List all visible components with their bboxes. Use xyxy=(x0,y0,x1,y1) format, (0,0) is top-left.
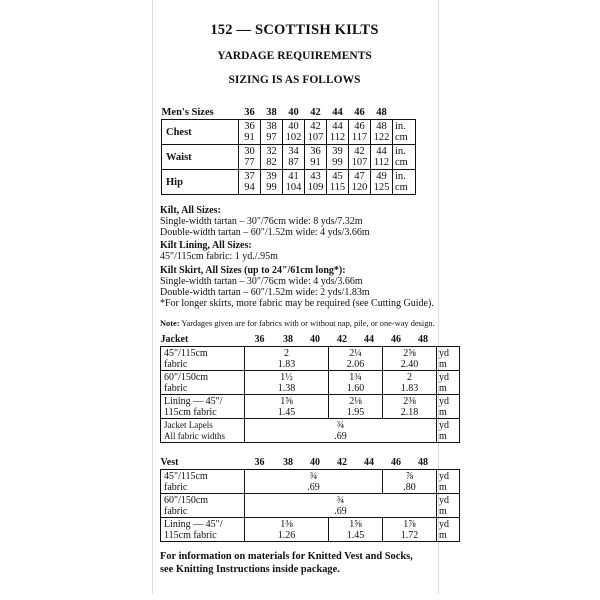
size-header: 46 xyxy=(391,457,401,468)
size-header: 44 xyxy=(332,106,343,118)
cell-in: 41 xyxy=(288,171,299,182)
size-header: 40 xyxy=(288,106,299,118)
jacket-table xyxy=(160,333,460,443)
kilt-lining-section xyxy=(160,240,278,262)
footer-note xyxy=(160,550,413,576)
unit-in: in. xyxy=(395,146,406,157)
size-header: 46 xyxy=(354,106,365,118)
unit-yd: yd xyxy=(439,419,449,431)
cell-m: 1.72 xyxy=(400,529,419,541)
cell-yd: 1⅝ xyxy=(349,518,362,530)
row-label: 60"/150cm xyxy=(164,494,209,506)
size-header: 36 xyxy=(254,334,265,345)
row-label: fabric xyxy=(164,481,188,493)
vest-header-row xyxy=(161,456,460,470)
cell-m: 1.38 xyxy=(277,382,296,394)
row-label: Waist xyxy=(162,145,239,170)
row-label: fabric xyxy=(164,505,188,517)
cell-yd: 2¼ xyxy=(349,347,362,359)
cell-cm: 117 xyxy=(351,132,368,143)
kilt-skirt-line: Single-width tartan – 30"/76cm wide: 4 yds/3.66m xyxy=(160,276,363,287)
cell-yd: 1½ xyxy=(280,371,293,383)
cell-cm: 107 xyxy=(351,157,368,168)
cell-yd: 1⅞ xyxy=(403,518,416,530)
unit-yd: yd xyxy=(439,395,449,407)
cell-in: 36 xyxy=(244,121,255,132)
row-label: fabric xyxy=(164,382,188,394)
cell-in: 39 xyxy=(332,146,343,157)
cell-in: 44 xyxy=(376,146,387,157)
cell-in: 34 xyxy=(288,146,299,157)
cell-yd: 2⅜ xyxy=(403,395,416,407)
size-header: 48 xyxy=(376,106,387,118)
size-header: 44 xyxy=(364,334,374,345)
row-label: Hip xyxy=(162,170,239,195)
section-title-yardage: YARDAGE REQUIREMENTS xyxy=(217,50,372,62)
kilt-lining-heading: Kilt Lining, All Sizes: xyxy=(160,240,252,251)
cell-yd: ¾ xyxy=(336,494,345,506)
cell-m: .69 xyxy=(334,430,347,442)
unit-in: in. xyxy=(395,171,406,182)
cell-yd: ¾ xyxy=(336,419,345,431)
unit-cm: cm xyxy=(395,157,408,168)
kilt-line: Double-width tartan – 60"/1.52m wide: 4 yds/3.66m xyxy=(160,227,370,238)
cell-in: 40 xyxy=(288,121,299,132)
mens-sizes-table xyxy=(161,105,416,195)
cell-m: .80 xyxy=(403,481,416,493)
row-label: fabric xyxy=(164,358,188,370)
cell-in: 32 xyxy=(266,146,277,157)
mens-sizes-header-row xyxy=(162,105,416,120)
cell-cm: 99 xyxy=(266,182,277,193)
row-label: 115cm fabric xyxy=(164,406,217,418)
cell-cm: 120 xyxy=(351,182,368,193)
cell-cm: 94 xyxy=(244,182,255,193)
table-row xyxy=(161,347,460,371)
row-label: 60"/150cm xyxy=(164,371,209,383)
cell-cm: 115 xyxy=(329,182,346,193)
size-header: 36 xyxy=(254,457,265,468)
unit-cm: cm xyxy=(395,132,408,143)
note-text: Yardages given are for fabrics with or without nap, pile, or one-way design. xyxy=(179,319,435,328)
row-label: Chest xyxy=(162,120,239,145)
cell-in: 42 xyxy=(354,146,365,157)
cell-m: 1.60 xyxy=(346,382,365,394)
yardage-note xyxy=(160,318,435,329)
mens-sizes-header: Men's Sizes xyxy=(161,106,214,118)
row-label: 115cm fabric xyxy=(164,529,217,541)
unit-cm: cm xyxy=(395,182,408,193)
cell-yd: ¾ xyxy=(309,470,318,482)
cell-m: .69 xyxy=(307,481,320,493)
footer-line: For information on materials for Knitted Vest and Socks, xyxy=(160,551,413,562)
cell-in: 48 xyxy=(376,121,387,132)
kilt-heading: Kilt, All Sizes: xyxy=(160,205,221,216)
cell-in: 39 xyxy=(266,171,277,182)
size-header: 38 xyxy=(283,334,293,345)
cell-cm: 112 xyxy=(329,132,346,143)
unit-m: m xyxy=(439,358,447,370)
row-label: All fabric widths xyxy=(164,430,225,441)
cell-yd: 1¾ xyxy=(349,371,362,383)
table-row xyxy=(161,494,460,518)
unit-m: m xyxy=(439,406,447,418)
cell-cm: 99 xyxy=(332,157,343,168)
row-label: Lining — 45"/ xyxy=(164,518,223,530)
note-label: Note: xyxy=(160,319,180,328)
cell-yd: 2⅝ xyxy=(403,347,416,359)
size-header: 40 xyxy=(310,457,320,468)
unit-m: m xyxy=(439,382,447,394)
jacket-header: Jacket xyxy=(160,334,189,345)
cell-cm: 102 xyxy=(285,132,302,143)
size-header: 42 xyxy=(337,334,347,345)
kilt-skirt-section xyxy=(160,265,434,309)
cell-cm: 109 xyxy=(307,182,324,193)
cell-m: 1.26 xyxy=(277,529,296,541)
cell-cm: 82 xyxy=(266,157,277,168)
cell-yd: 2 xyxy=(284,347,289,359)
size-header: 40 xyxy=(310,334,320,345)
size-header: 38 xyxy=(266,106,277,118)
size-header: 48 xyxy=(418,334,428,345)
cell-yd: 2⅛ xyxy=(349,395,362,407)
footer-line: see Knitting Instructions inside package. xyxy=(160,564,340,575)
unit-m: m xyxy=(439,529,447,541)
cell-cm: 91 xyxy=(310,157,321,168)
table-row-hip xyxy=(162,170,416,195)
unit-in: in. xyxy=(395,121,406,132)
table-row xyxy=(161,470,460,494)
cell-m: 1.95 xyxy=(346,406,365,418)
table-row xyxy=(161,518,460,542)
cell-cm: 91 xyxy=(244,132,255,143)
cell-yd: ⅞ xyxy=(405,470,414,482)
cell-yd: 1⅝ xyxy=(280,395,293,407)
vest-table xyxy=(160,456,460,542)
cell-in: 44 xyxy=(332,121,343,132)
kilt-skirt-line: Double-width tartan – 60"/1.52m wide: 2 yds/1.83m xyxy=(160,287,370,298)
cell-cm: 122 xyxy=(373,132,390,143)
unit-m: m xyxy=(439,430,447,442)
table-row-waist xyxy=(162,145,416,170)
cell-m: 1.45 xyxy=(346,529,365,541)
cell-in: 37 xyxy=(244,171,255,182)
cell-cm: 97 xyxy=(266,132,277,143)
unit-m: m xyxy=(439,481,447,493)
cell-m: 2.06 xyxy=(346,358,365,370)
jacket-header-row xyxy=(161,333,460,347)
unit-m: m xyxy=(439,505,447,517)
size-header: 36 xyxy=(244,106,255,118)
cell-in: 36 xyxy=(310,146,321,157)
cell-yd: 2 xyxy=(407,371,412,383)
row-label: Jacket Lapels xyxy=(164,419,213,430)
table-row xyxy=(161,371,460,395)
cell-cm: 77 xyxy=(244,157,255,168)
cell-m: 1.45 xyxy=(277,406,296,418)
cell-m: .69 xyxy=(334,505,347,517)
cell-cm: 87 xyxy=(288,157,299,168)
cell-in: 46 xyxy=(354,121,365,132)
cell-cm: 107 xyxy=(307,132,324,143)
cell-m: 1.83 xyxy=(277,358,296,370)
cell-cm: 112 xyxy=(373,157,390,168)
cell-in: 38 xyxy=(266,121,277,132)
cell-in: 30 xyxy=(244,146,255,157)
table-row xyxy=(161,419,460,443)
cell-yd: 1⅜ xyxy=(280,518,293,530)
kilt-section xyxy=(160,205,370,238)
size-header: 42 xyxy=(337,457,347,468)
cell-in: 45 xyxy=(332,171,343,182)
row-label: 45"/115cm xyxy=(164,470,208,482)
cell-in: 49 xyxy=(376,171,387,182)
cell-m: 1.83 xyxy=(400,382,419,394)
page-title: 152 — SCOTTISH KILTS xyxy=(210,22,379,38)
size-header: 46 xyxy=(391,334,401,345)
row-label: 45"/115cm xyxy=(164,347,208,359)
size-header: 42 xyxy=(310,106,321,118)
unit-yd: yd xyxy=(439,494,449,506)
row-label: Lining — 45"/ xyxy=(164,395,223,407)
unit-yd: yd xyxy=(439,347,449,359)
cell-cm: 104 xyxy=(285,182,302,193)
cell-m: 2.40 xyxy=(400,358,419,370)
cell-cm: 125 xyxy=(373,182,390,193)
cell-in: 42 xyxy=(310,121,321,132)
section-title-sizing: SIZING IS AS FOLLOWS xyxy=(228,74,361,86)
table-row xyxy=(161,395,460,419)
unit-yd: yd xyxy=(439,518,449,530)
kilt-line: Single-width tartan – 30"/76cm wide: 8 yds/7.32m xyxy=(160,216,363,227)
cell-m: 2.18 xyxy=(400,406,419,418)
kilt-lining-line: 45"/115cm fabric: 1 yd./.95m xyxy=(160,251,278,262)
kilt-skirt-heading: Kilt Skirt, All Sizes (up to 24"/61cm long*): xyxy=(160,265,346,276)
table-row-chest xyxy=(162,120,416,145)
unit-yd: yd xyxy=(439,371,449,383)
cell-in: 47 xyxy=(354,171,365,182)
size-header: 44 xyxy=(364,457,374,468)
size-header: 38 xyxy=(283,457,293,468)
size-header: 48 xyxy=(418,457,428,468)
cell-in: 43 xyxy=(310,171,321,182)
vest-header: Vest xyxy=(160,457,179,468)
kilt-skirt-footnote: *For longer skirts, more fabric may be required (see Cutting Guide). xyxy=(160,298,434,309)
unit-yd: yd xyxy=(439,470,449,482)
